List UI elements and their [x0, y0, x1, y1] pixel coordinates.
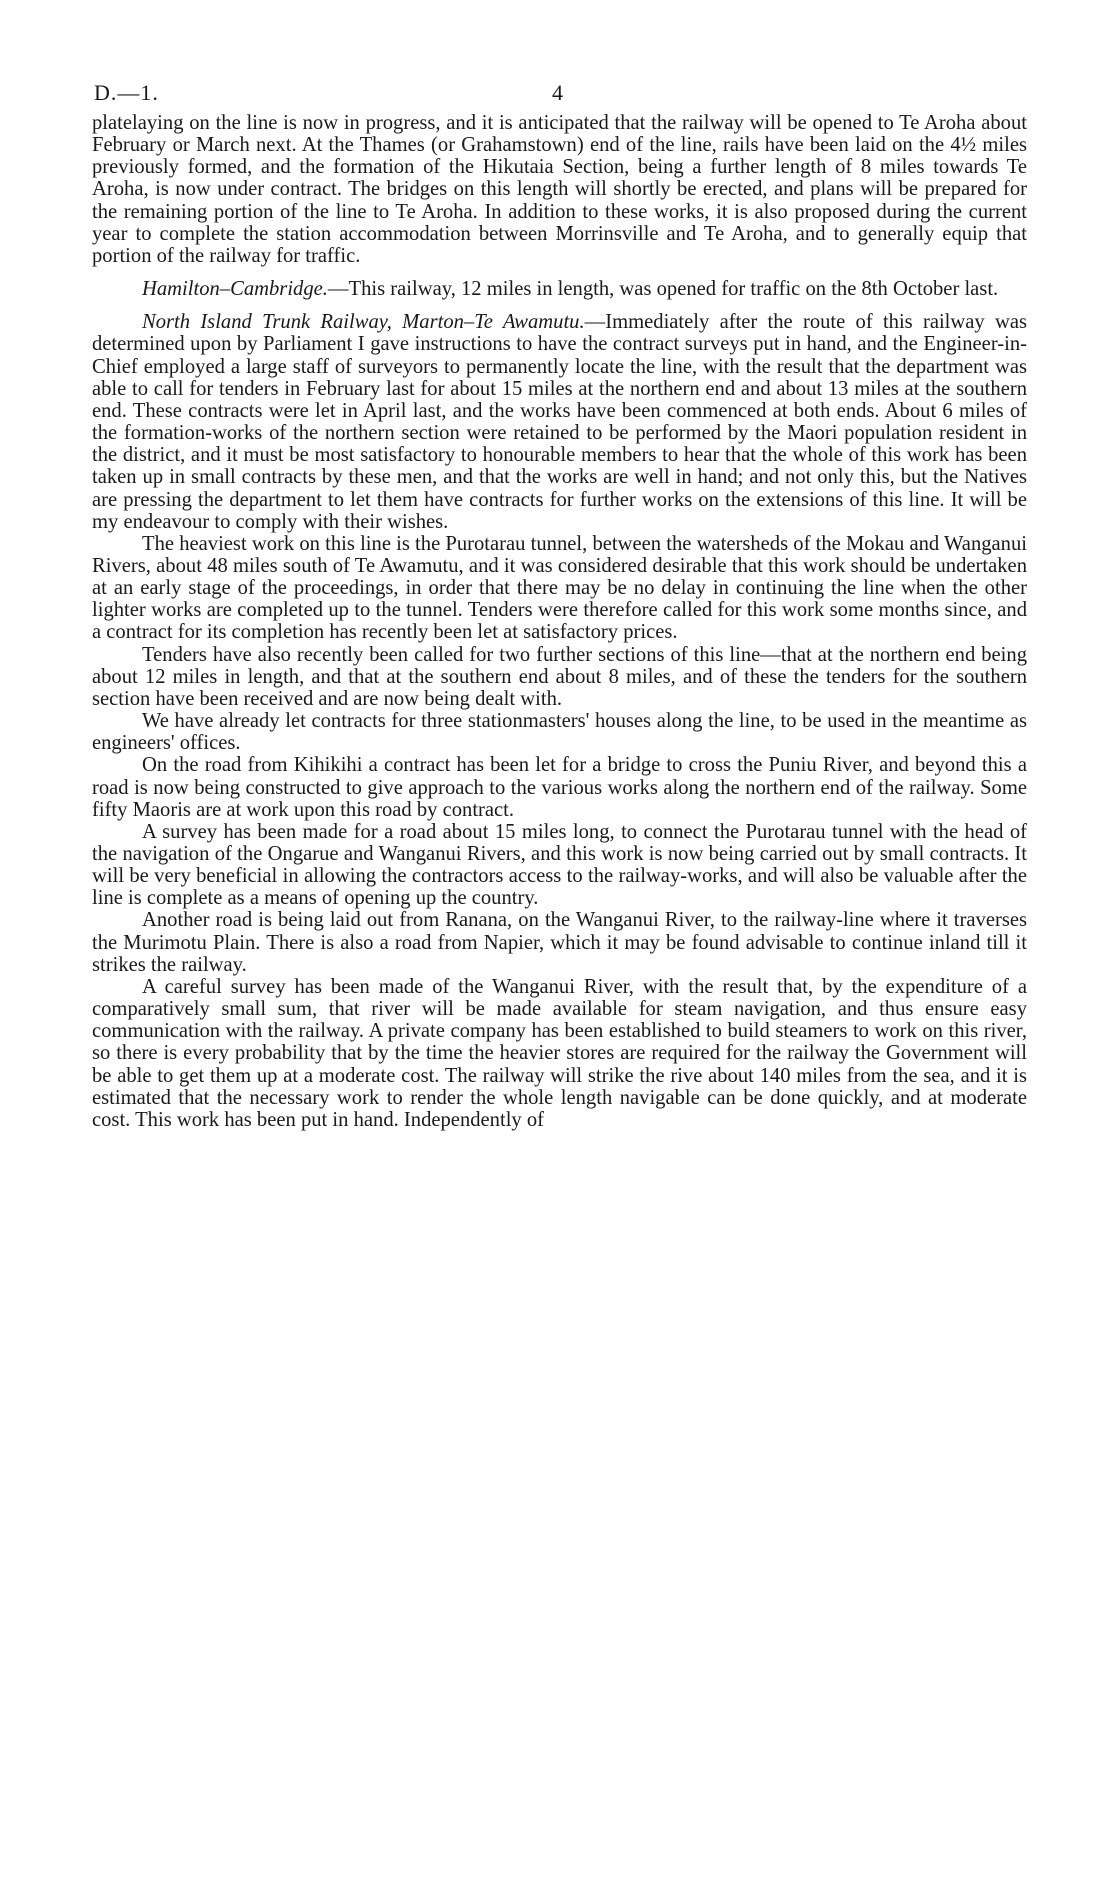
document-page [92, 72, 1027, 1131]
paragraph-stationmasters-houses: We have already let contracts for three stationmasters' houses along the line, to be used in the meantime as engineers' offices. [92, 710, 1027, 755]
paragraph-road-survey: A survey has been made for a road about 15 miles long, to connect the Purotarau tunnel with the head of the navigation of the Ongarue and Wanganui Rivers, and this work is now being carried out by small contracts. It will be very beneficial in allowing the contractors access to the railway-works, and will also be valuable after the line is complete as a means of opening up the country. [92, 820, 1027, 910]
paragraph-ranana-road: Another road is being laid out from Ranana, on the Wanganui River, to the railway-line where it traverses the Murimotu Plain. There is also a road from Napier, which it may be found advisable to continue inland till it strikes the railway. [92, 909, 1027, 976]
body-text [92, 112, 1027, 1131]
section-heading: Hamilton–Cambridge. [142, 278, 328, 301]
document-reference: D.—1. [94, 80, 159, 105]
page-number: 4 [552, 80, 563, 105]
paragraph-purotarau-tunnel: The heaviest work on this line is the Purotarau tunnel, between the watersheds of the Mokau and Wanganui Rivers, about 48 miles south of Te Awamutu, and it was considered desirable that this work should be undertaken at an early stage of the proceedings, in order that there may be no delay in continuing the line when the other lighter works are completed up to the tunnel. Tenders were therefore called for this work some months since, and a contract for its completion has recently been let at satisfactory prices. [92, 532, 1027, 644]
paragraph-wanganui-river: A careful survey has been made of the Wanganui River, with the result that, by the expenditure of a comparatively small sum, that river will be made available for steam navigation, and thus ensure easy communication with the railway. A private company has been established to build steamers to work on this river, so there is every probability that by the time the heavier stores are required for the railway the Government will be able to get them up at a moderate cost. The railway will strike the rive about 140 miles from the sea, and it is estimated that the necessary work to render the whole length navigable can be done quickly, and at moderate cost. This work has been put in hand. Independently of [92, 975, 1027, 1131]
paragraph-tenders: Tenders have also recently been called for two further sections of this line—that at the northern end being about 12 miles in length, and that at the southern end about 8 miles, and of these the tenders for the southern section have been received and are now being dealt with. [92, 643, 1027, 710]
paragraph-kihikihi-road: On the road from Kihikihi a contract has been let for a bridge to cross the Puniu River, and beyond this a road is now being constructed to give approach to the various works along the northern end of the railway. Some fifty Maoris are at work upon this road by contract. [92, 754, 1027, 821]
paragraph-continued: platelaying on the line is now in progress, and it is anticipated that the railway will be opened to Te Aroha about February or March next. At the Thames (or Grahamstown) end of the line, rails have been laid on the 4½ miles previously formed, and the formation of the Hikutaia Section, being a further length of 8 miles towards Te Aroha, is now under contract. The bridges on this length will shortly be erected, and plans will be prepared for the remaining portion of the line to Te Aroha. In addition to these works, it is also proposed during the current year to complete the station accommodation between Morrinsville and Te Aroha, and to generally equip that portion of the railway for traffic. [92, 112, 1027, 267]
paragraph-north-island-trunk: North Island Trunk Railway, Marton–Te Awamutu.—Immediately after the route of this railway was determined upon by Parliament I gave instructions to have the contract surveys put in hand, and the Engineer-in-Chief employed a large staff of surveyors to permanently locate the line, with the result that the department was able to call for tenders in February last for about 15 miles at the northern end and about 13 miles at the southern end. These contracts were let in April last, and the works have been commenced at both ends. About 6 miles of the formation-works of the northern section were retained to be performed by the Maori population resident in the district, and it must be most satisfactory to honourable members to hear that the whole of this work has been taken up in small contracts by these men, and that the works are well in hand; and not only this, but the Natives are pressing the department to let them have contracts for further works on the extensions of this line. It will be my endeavour to comply with their wishes. [92, 311, 1027, 533]
paragraph-hamilton-cambridge: Hamilton–Cambridge.—This railway, 12 miles in length, was opened for traffic on the 8th October last. [142, 278, 999, 301]
section-heading: North Island Trunk Railway, Marton–Te Awamutu. [142, 311, 585, 334]
page-header [92, 72, 1027, 112]
